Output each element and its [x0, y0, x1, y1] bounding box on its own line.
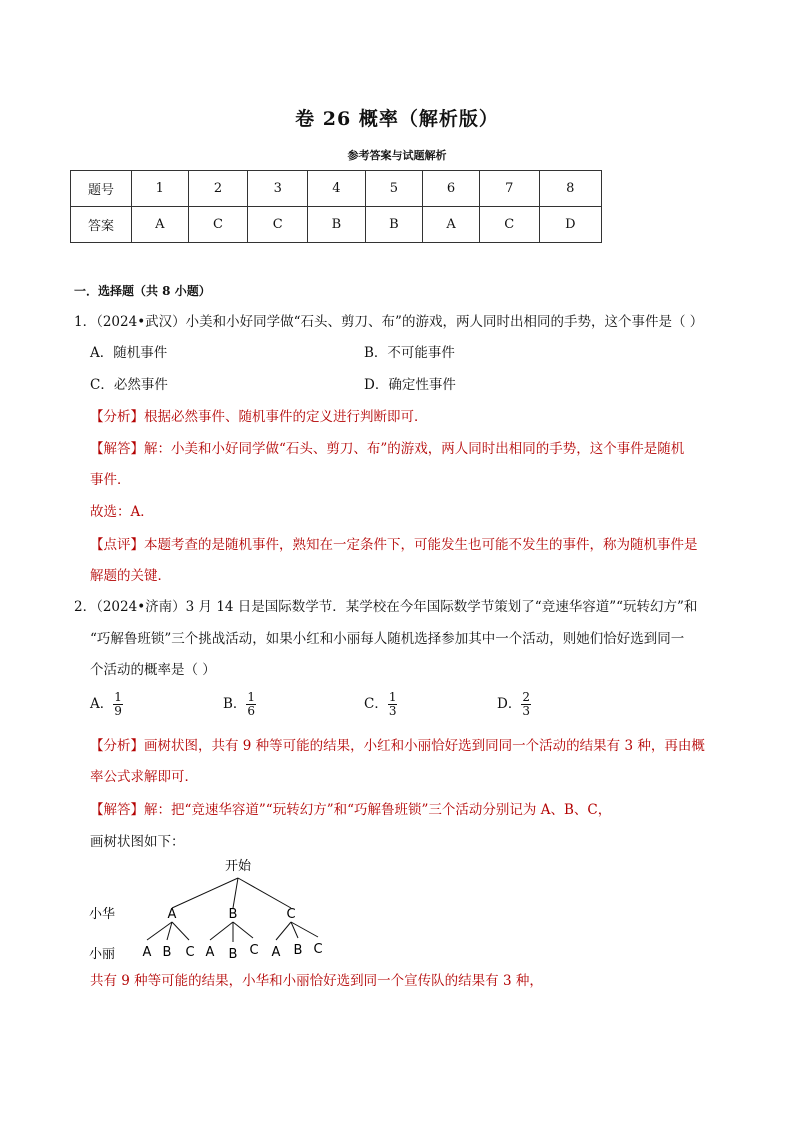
option-label: C．: [364, 696, 388, 712]
tree-diagram: [80, 852, 340, 968]
tree-leaf: C: [313, 942, 323, 957]
table-cell: B: [308, 207, 366, 243]
q1-option-a: A．随机事件: [90, 345, 168, 361]
table-cell: C: [188, 207, 248, 243]
q2-option-c: [364, 691, 397, 718]
q2-option-b: [223, 691, 256, 718]
tree-edge: [291, 922, 318, 937]
q2-solution-line1: 【解答】解：把“竞速华容道”“玩转幻方”和“巧解鲁班锁”三个活动分别记为 A、B、C，: [90, 802, 612, 818]
tree-node: C: [286, 907, 296, 922]
q2-conclusion: 共有 9 种等可能的结果，小华和小丽恰好选到同一个宣传队的结果有 3 种，: [90, 973, 543, 989]
tree-leaf: B: [162, 945, 172, 960]
tree-node: B: [228, 907, 238, 922]
option-label: A．: [90, 696, 114, 712]
tree-leaf: C: [185, 945, 195, 960]
q1-choice: 故选：A．: [90, 504, 154, 520]
fraction: [113, 691, 123, 718]
fraction-denominator: 6: [247, 704, 256, 718]
tree-level1-label: 小华: [89, 907, 116, 922]
q2-analysis-line1: 【分析】画树状图，共有 9 种等可能的结果，小红和小丽恰好选到同同一个活动的结果有 3 种，再由概: [90, 738, 705, 754]
tree-leaf: A: [205, 945, 215, 960]
fraction-denominator: 3: [522, 704, 530, 718]
fraction: [521, 691, 531, 718]
table-header-answer: 答案: [71, 207, 132, 243]
answer-table-answer-row: [71, 207, 602, 243]
fraction-numerator: 1: [114, 690, 122, 704]
table-cell: 2: [188, 171, 248, 207]
q1-solution-line1: 【解答】解：小美和小好同学做“石头、剪刀、布”的游戏，两人同时出相同的手势，这个事件是随机: [90, 441, 685, 457]
q1-option-d: D．确定性事件: [364, 377, 456, 393]
page-title: 卷 26 概率（解析版）: [295, 108, 499, 130]
q2-option-a: [90, 691, 123, 718]
q2-solution-line2: 画树状图如下：: [90, 834, 185, 850]
tree-edge: [172, 922, 189, 940]
table-cell: B: [365, 207, 423, 243]
q1-option-c: C．必然事件: [90, 377, 168, 393]
q2-stem-line1: 2．（2024•济南）3 月 14 日是国际数学节．某学校在今年国际数学节策划了“竞速华容道”“玩转幻方”和: [74, 599, 698, 615]
table-cell: 3: [248, 171, 308, 207]
fraction-numerator: 1: [247, 690, 256, 704]
table-cell: 1: [132, 171, 189, 207]
q2-analysis-line2: 率公式求解即可．: [90, 769, 198, 785]
fraction-denominator: 3: [388, 704, 397, 718]
tree-edge: [238, 878, 291, 908]
tree-root: 开始: [224, 859, 252, 874]
tree-leaf: C: [249, 943, 259, 958]
tree-node: A: [167, 907, 177, 922]
fraction: [388, 691, 398, 718]
section-heading: 一．选择题（共 8 小题）: [74, 284, 211, 298]
q1-comment-line2: 解题的关键．: [90, 568, 171, 584]
tree-leaf: A: [142, 945, 152, 960]
page-subtitle: 参考答案与试题解析: [347, 149, 447, 162]
table-header-number: 题号: [71, 171, 132, 207]
q1-analysis: 【分析】根据必然事件、随机事件的定义进行判断即可．: [90, 409, 428, 425]
tree-edge: [210, 922, 233, 940]
tree-leaf: A: [271, 945, 281, 960]
tree-leaf: B: [228, 947, 238, 962]
q2-stem-line2: “巧解鲁班锁”三个挑战活动，如果小红和小丽每人随机选择参加其中一个活动，则她们恰好选到同一: [90, 631, 685, 647]
tree-leaf: B: [293, 943, 303, 958]
q1-solution-line2: 事件．: [90, 472, 131, 488]
tree-edge: [233, 922, 253, 938]
q2-stem-line3: 个活动的概率是（ ）: [90, 662, 216, 678]
table-cell: 5: [365, 171, 423, 207]
table-cell: D: [539, 207, 601, 243]
table-cell: 4: [308, 171, 366, 207]
tree-edge: [276, 922, 291, 940]
table-cell: 7: [479, 171, 539, 207]
table-cell: 6: [423, 171, 480, 207]
tree-edge: [233, 878, 238, 908]
option-label: D．: [497, 696, 522, 712]
table-cell: 8: [539, 171, 601, 207]
table-cell: C: [479, 207, 539, 243]
table-cell: C: [248, 207, 308, 243]
fraction: [246, 691, 256, 718]
q1-stem: 1．（2024•武汉）小美和小好同学做“石头、剪刀、布”的游戏，两人同时出相同的手势，这个事件是（ ）: [74, 314, 704, 330]
q1-option-b: B．不可能事件: [364, 345, 455, 361]
tree-edge: [172, 878, 238, 908]
q2-option-d: [497, 691, 531, 718]
fraction-denominator: 9: [114, 704, 122, 718]
fraction-numerator: 1: [388, 690, 397, 704]
table-cell: A: [132, 207, 189, 243]
table-cell: A: [423, 207, 480, 243]
fraction-numerator: 2: [522, 690, 530, 704]
q1-comment-line1: 【点评】本题考查的是随机事件，熟知在一定条件下，可能发生也可能不发生的事件，称为随机事件是: [90, 537, 698, 553]
option-label: B．: [223, 696, 247, 712]
answer-table-number-row: [71, 171, 602, 207]
tree-level2-label: 小丽: [89, 947, 116, 962]
answer-table: [70, 170, 602, 243]
